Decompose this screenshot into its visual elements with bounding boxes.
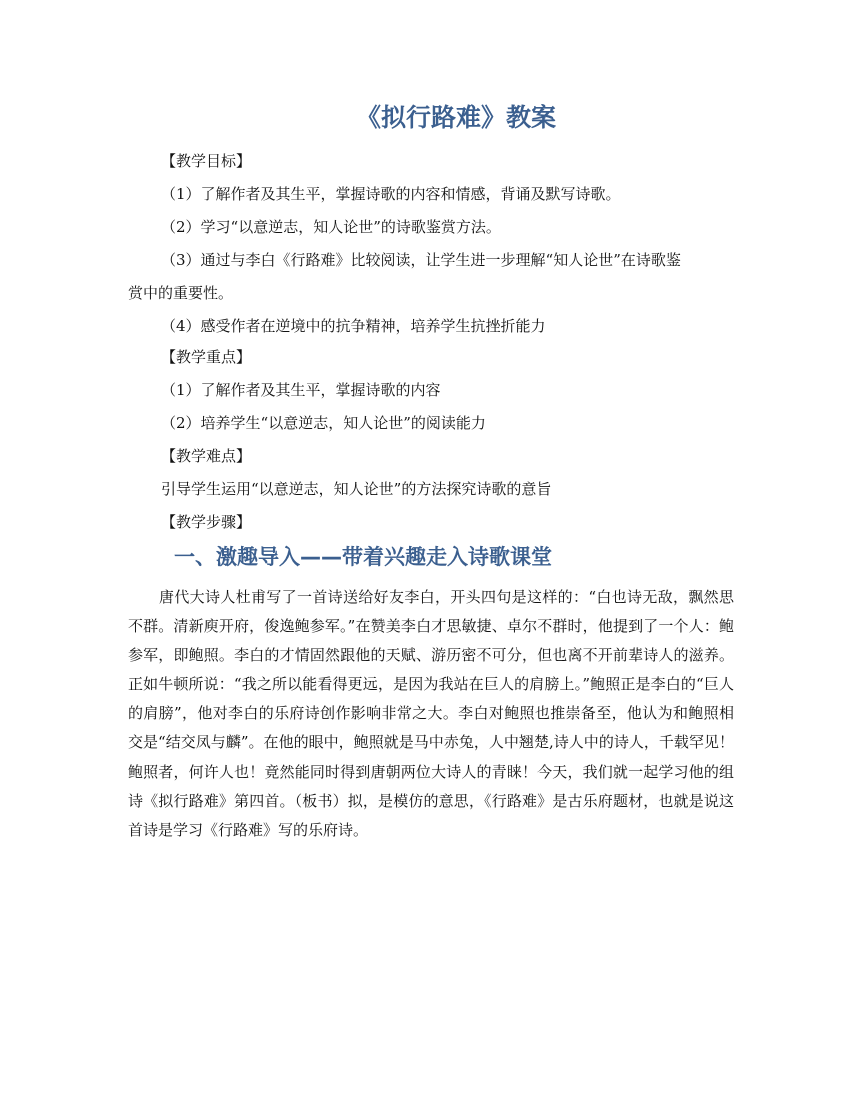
goal-item-3-line-1: （3）通过与李白《行路难》比较阅读，让学生进一步理解“知人论世”在诗歌鉴 [161,251,681,269]
goal-item-4: （4）感受作者在逆境中的抗争精神，培养学生抗挫折能力 [161,317,546,335]
focus-item-2: （2）培养学生“以意逆志，知人论世”的阅读能力 [161,414,486,432]
goal-item-2: （2）学习“以意逆志，知人论世”的诗歌鉴赏方法。 [161,218,501,236]
focus-item-1: （1）了解作者及其生平，掌握诗歌的内容 [161,381,441,399]
difficulty-item-1: 引导学生运用“以意逆志，知人论世”的方法探究诗歌的意旨 [161,480,552,498]
section-1-body: 唐代大诗人杜甫写了一首诗送给好友李白，开头四句是这样的：“白也诗无敌，飘然思不群。清新庾开府，俊逸鲍参军。”在赞美李白才思敏捷、卓尔不群时，他提到了一个人：鲍参军，即鲍照。李白的才情固然跟他的天赋、游历密不可分，但也离不开前辈诗人的滋养。正如牛顿所说：“我之所以能看得更远，是因为我站在巨人的肩膀上。”鲍照正是李白的“巨人的肩膀”，他对李白的乐府诗创作影响非常之大。李白对鲍照也推崇备至，他认为和鲍照相交是“结交凤与麟”。在他的眼中，鲍照就是马中赤兔，人中翘楚,诗人中的诗人，千载罕见！鲍照者，何许人也！竟然能同时得到唐朝两位大诗人的青睐！今天，我们就一起学习他的组诗《拟行路难》第四首。（板书）拟，是模仿的意思，《行路难》是古乐府题材，也就是说这首诗是学习《行路难》写的乐府诗。 [128,588,734,839]
focus-heading: 【教学重点】 [161,348,252,366]
goals-heading: 【教学目标】 [161,152,252,170]
difficulty-heading: 【教学难点】 [161,447,252,465]
section-1-heading: 一、激趣导入——带着兴趣走入诗歌课堂 [174,545,552,569]
goal-item-3-line-2: 赏中的重要性。 [128,284,234,302]
goal-item-1: （1）了解作者及其生平，掌握诗歌的内容和情感，背诵及默写诗歌。 [161,185,621,203]
steps-heading: 【教学步骤】 [161,513,252,531]
document-title: 《拟行路难》教案 [355,103,556,132]
